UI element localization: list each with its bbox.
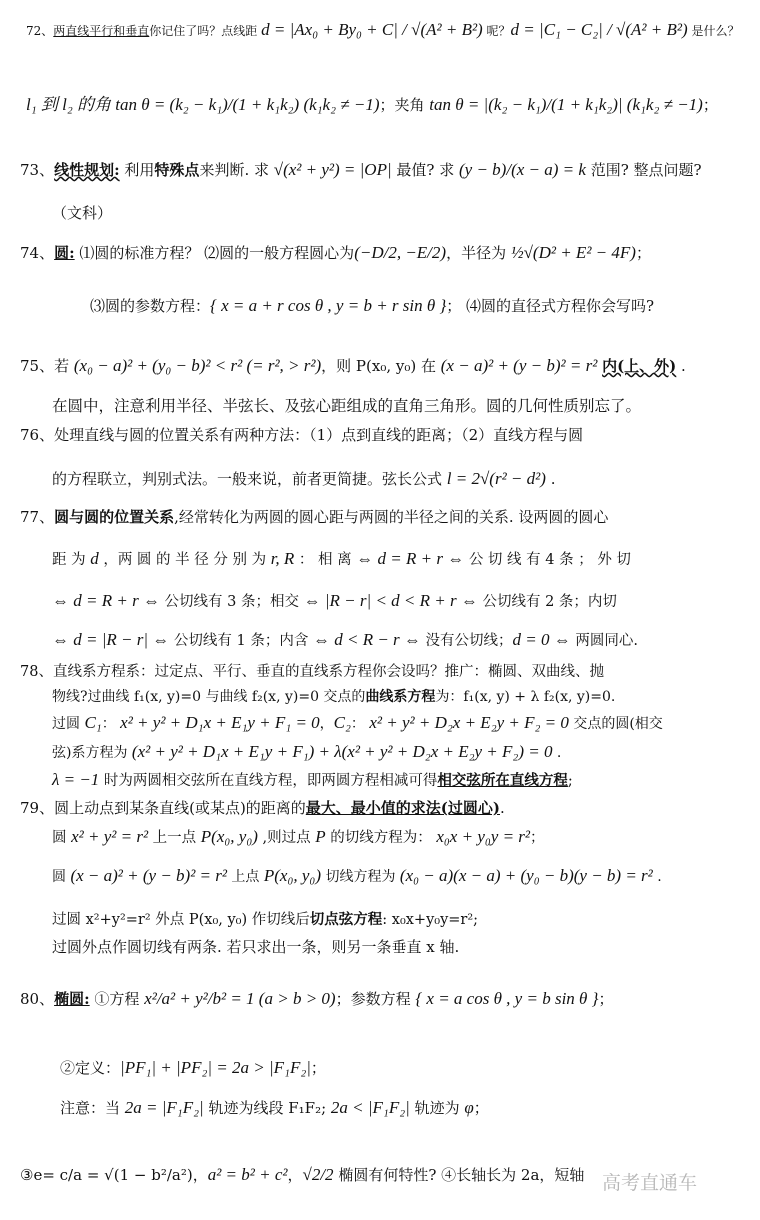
emphasis-text: 内(上、外) bbox=[602, 357, 677, 375]
text-run: 你记住了吗？点线距 bbox=[149, 24, 262, 38]
formula: P(x₀, y₀) bbox=[200, 827, 258, 846]
item-79-line-1 bbox=[20, 799, 505, 817]
item-79-line-2 bbox=[52, 827, 545, 847]
text-run: 没有公切线； bbox=[420, 633, 513, 649]
text-run: 两圆同心. bbox=[570, 633, 638, 649]
item-72-line-2 bbox=[26, 95, 718, 115]
text-run: 来判断. 求 bbox=[199, 161, 274, 179]
item-73-line-1 bbox=[20, 160, 702, 180]
text-run: 椭圆有何特性? ④长轴长为 2a，短轴 bbox=[333, 1166, 585, 1184]
text-run: 过圆 x²+y²=r² 外点 P(x₀, y₀) 作切线后 bbox=[52, 912, 310, 928]
formula: l = 2√(r² − d²) bbox=[446, 469, 546, 488]
formula: P bbox=[315, 827, 326, 846]
text-run: （文科） bbox=[52, 204, 113, 222]
emphasis-text: 圆: bbox=[54, 244, 75, 262]
formula: d = 0 ⇔ bbox=[512, 630, 571, 649]
text-run: ; bbox=[567, 773, 573, 789]
text-run: 过圆外点作圆切线有两条. 若只求出一条，则另一条垂直 x 轴. bbox=[52, 938, 460, 956]
text-run: 73、 bbox=[20, 161, 55, 179]
formula: x² + y² + D₂x + E₂y + F₂ = 0 bbox=[369, 713, 569, 732]
text-run: 利用 bbox=[119, 161, 155, 179]
item-74-line-2 bbox=[90, 296, 654, 316]
formula: ⇔ d = R + r ⇔ bbox=[52, 591, 160, 610]
text-run: 是什么？ bbox=[687, 24, 740, 38]
text-run: . bbox=[552, 745, 562, 761]
formula: x²/a² + y²/b² = 1 (a > b > 0) bbox=[144, 989, 336, 1008]
formula: (x₀ − a)(x − a) + (y₀ − b)(y − b) = r² bbox=[399, 866, 653, 885]
emphasis-text: 椭圆: bbox=[54, 990, 90, 1008]
text-run: ： bbox=[101, 716, 121, 732]
text-run: 公 切 线 有 4 条 ； 外 切 bbox=[464, 552, 631, 568]
formula: C₁ bbox=[84, 713, 102, 732]
formula: ⇔ d = |R − r| ⇔ bbox=[52, 630, 170, 649]
text-run: 轨迹为线段 F₁F₂; bbox=[203, 1099, 331, 1117]
text-run: 交点的圆(相交 bbox=[568, 716, 663, 732]
item-78-line-4 bbox=[52, 742, 561, 762]
text-run: 圆 bbox=[52, 830, 72, 846]
text-run: 79、圆上动点到某条直线(或某点)的距离的 bbox=[20, 799, 306, 817]
item-80-line-4 bbox=[20, 1165, 584, 1185]
item-76-line-2 bbox=[52, 469, 555, 489]
text-run: ； bbox=[702, 96, 718, 114]
formula: |PF₁| + |PF₂| = 2a > |F₁F₂| bbox=[120, 1058, 311, 1077]
formula: ⇔ |R − r| < d < R + r ⇔ bbox=[303, 591, 478, 610]
formula: ½√(D² + E² − 4F) bbox=[510, 243, 636, 262]
formula: ⇔ d < R − r ⇔ bbox=[312, 630, 421, 649]
formula: φ bbox=[464, 1098, 474, 1117]
item-76-line-1 bbox=[20, 426, 583, 444]
text-run: ， bbox=[319, 716, 334, 732]
item-74-line-1 bbox=[20, 243, 651, 263]
text-run: ；参数方程 bbox=[335, 990, 416, 1008]
text-run: 公切线有 3 条；相交 bbox=[159, 594, 304, 610]
text-run: . bbox=[676, 357, 686, 375]
emphasis-text: 曲线系方程 bbox=[365, 689, 436, 705]
formula: √2/2 bbox=[302, 1165, 334, 1184]
text-run: ，半径为 bbox=[446, 244, 511, 262]
formula: d bbox=[90, 549, 99, 568]
item-78-line-1 bbox=[20, 664, 604, 681]
item-79-line-4 bbox=[52, 911, 478, 929]
formula: C₂ bbox=[333, 713, 351, 732]
text-run: ； bbox=[635, 244, 651, 262]
text-run: 公切线有 1 条；内含 bbox=[169, 633, 313, 649]
item-77-line-3 bbox=[52, 591, 617, 611]
emphasis-text: 相交弦所在直线方程 bbox=[437, 772, 568, 789]
text-run: 76、处理直线与圆的位置关系有两种方法：（1）点到直线的距离；（2）直线方程与圆 bbox=[20, 426, 584, 444]
text-run: ②定义： bbox=[60, 1059, 121, 1077]
item-75-line-2 bbox=[52, 397, 641, 416]
formula: (x² + y² + D₁x + E₁y + F₁) + λ(x² + y² + D₂x + E₂y + F₂) = 0 bbox=[131, 742, 553, 761]
formula: d = |Ax₀ + By₀ + C| / √(A² + B²) bbox=[261, 20, 483, 39]
text-run: . bbox=[500, 799, 505, 817]
text-run: 呢？ bbox=[482, 24, 511, 38]
formula: l₁ 到 l₂ 的角 tan θ = (k₂ − k₁)/(1 + k₁k₂) (k₁k₂ ≠ −1) bbox=[26, 95, 380, 114]
text-run: . bbox=[652, 869, 662, 885]
item-80-line-2 bbox=[60, 1058, 326, 1078]
formula: P(x₀, y₀) bbox=[263, 866, 322, 885]
item-78-line-3 bbox=[52, 713, 663, 733]
text-run: ： bbox=[350, 716, 370, 732]
text-run: 在圆中，注意利用半径、半弦长、及弦心距组成的直角三角形。圆的几何性质别忘了。 bbox=[52, 397, 642, 415]
item-77-line-1 bbox=[20, 508, 608, 526]
item-73-line-2 bbox=[52, 204, 112, 222]
text-run: ； ⑷圆的直径式方程你会写吗? bbox=[446, 297, 655, 315]
formula: (x₀ − a)² + (y₀ − b)² < r² (= r², > r²) bbox=[73, 356, 322, 375]
formula: (y − b)/(x − a) = k bbox=[459, 160, 586, 179]
text-run: 为：f₁(x, y) + λ f₂(x, y)=0. bbox=[435, 689, 616, 705]
text-run: ,经常转化为两圆的圆心距与两圆的半径之间的关系. 设两圆的圆心 bbox=[174, 508, 609, 526]
item-79-line-3 bbox=[52, 866, 662, 886]
text-run: 弦)系方程为 bbox=[52, 745, 132, 761]
text-run: ①方程 bbox=[89, 990, 145, 1008]
text-run: ，两 圆 的 半 径 分 别 为 bbox=[98, 552, 271, 568]
text-run: 圆 bbox=[52, 869, 71, 885]
text-run: 80、 bbox=[20, 990, 55, 1008]
text-run: 距 为 bbox=[52, 552, 91, 568]
text-run: 物线?过曲线 f₁(x, y)=0 与曲线 f₂(x, y)=0 交点的 bbox=[52, 689, 366, 705]
formula: r, R bbox=[270, 549, 295, 568]
text-run: 两直线平行和垂直 bbox=[53, 24, 150, 38]
formula: (x − a)² + (y − b)² = r² bbox=[70, 866, 227, 885]
formula: a² = b² + c² bbox=[207, 1165, 288, 1184]
formula: √(x² + y²) = |OP| bbox=[273, 160, 392, 179]
item-78-line-5 bbox=[52, 770, 573, 790]
emphasis-text: 最大、最小值的求法(过圆心) bbox=[305, 799, 500, 817]
text-run: 75、若 bbox=[20, 357, 74, 375]
text-run: 的切线方程为： bbox=[325, 830, 437, 846]
text-run: 78、直线系方程系：过定点、平行、垂直的直线系方程你会设吗？推广：椭圆、双曲线、抛 bbox=[20, 664, 604, 680]
text-run: ； bbox=[530, 830, 545, 846]
text-run: ,则过点 bbox=[257, 830, 316, 846]
text-run: 最值? 求 bbox=[391, 161, 459, 179]
item-80-line-3 bbox=[60, 1098, 489, 1118]
formula: x² + y² = r² bbox=[71, 827, 149, 846]
text-run: ③e= c/a = √(1 − b²/a²)， bbox=[20, 1166, 208, 1184]
text-run: ； bbox=[598, 990, 614, 1008]
text-run: ；夹角 bbox=[379, 96, 430, 114]
text-run: 上一点 bbox=[148, 830, 201, 846]
emphasis-text: 切点弦方程 bbox=[309, 911, 383, 928]
formula: (−D/2, −E/2) bbox=[354, 243, 447, 262]
formula: { x = a + r cos θ , y = b + r sin θ } bbox=[210, 296, 447, 315]
text-run: 切线方程为 bbox=[321, 869, 400, 885]
watermark: 高考直通车 bbox=[602, 1172, 698, 1194]
formula: x² + y² + D₁x + E₁y + F₁ = 0 bbox=[120, 713, 320, 732]
item-79-line-5 bbox=[52, 938, 459, 956]
text-run: 注意：当 bbox=[60, 1099, 125, 1117]
text-run: ， bbox=[287, 1166, 303, 1184]
text-run: 74、 bbox=[20, 244, 55, 262]
formula: { x = a cos θ , y = b sin θ } bbox=[415, 989, 599, 1008]
item-78-line-2 bbox=[52, 689, 615, 706]
formula: tan θ = |(k₂ − k₁)/(1 + k₁k₂)| (k₁k₂ ≠ −1) bbox=[429, 95, 703, 114]
item-77-line-4 bbox=[52, 630, 638, 650]
formula: ⇔ d = R + r ⇔ bbox=[356, 549, 465, 568]
formula: d = |C₁ − C₂| / √(A² + B²) bbox=[510, 20, 688, 39]
text-run: 77、 bbox=[20, 508, 55, 526]
text-run: 上点 bbox=[226, 869, 264, 885]
text-run: 轨迹为 bbox=[409, 1099, 465, 1117]
formula: λ = −1 bbox=[52, 770, 100, 789]
text-run: 时为两圆相交弦所在直线方程，即两圆方程相减可得 bbox=[99, 773, 438, 789]
item-80-line-1 bbox=[20, 989, 613, 1009]
emphasis-text: 圆与圆的位置关系 bbox=[54, 508, 175, 526]
item-72-line-1 bbox=[26, 20, 739, 40]
text-run: ⑴圆的标准方程？ ⑵圆的一般方程圆心为 bbox=[74, 244, 355, 262]
formula: 2a = |F₁F₂| bbox=[124, 1098, 204, 1117]
text-run: . bbox=[545, 470, 556, 488]
formula: (x − a)² + (y − b)² = r² bbox=[440, 356, 598, 375]
text-run: ； bbox=[310, 1059, 326, 1077]
text-run: 范围? 整点问题? bbox=[585, 161, 702, 179]
item-77-line-2 bbox=[52, 549, 631, 569]
text-run: ⑶圆的参数方程： bbox=[90, 297, 211, 315]
text-run: ； bbox=[473, 1099, 489, 1117]
text-run: 的方程联立，判别式法。一般来说，前者更简捷。弦长公式 bbox=[52, 470, 447, 488]
emphasis-text: 线性规划: bbox=[54, 161, 120, 179]
text-run: 72、 bbox=[26, 24, 54, 38]
text-run: 公切线有 2 条；内切 bbox=[477, 594, 617, 610]
emphasis-text: 特殊点 bbox=[154, 161, 200, 179]
formula: 2a < |F₁F₂| bbox=[330, 1098, 410, 1117]
formula: x₀x + y₀y = r² bbox=[436, 827, 531, 846]
text-run: ，则 P(x₀, y₀) 在 bbox=[321, 357, 441, 375]
item-75-line-1 bbox=[20, 356, 686, 376]
text-run: ： 相 离 bbox=[294, 552, 357, 568]
text-run: 过圆 bbox=[52, 716, 85, 732]
text-run: : x₀x+y₀y=r²; bbox=[382, 912, 479, 928]
